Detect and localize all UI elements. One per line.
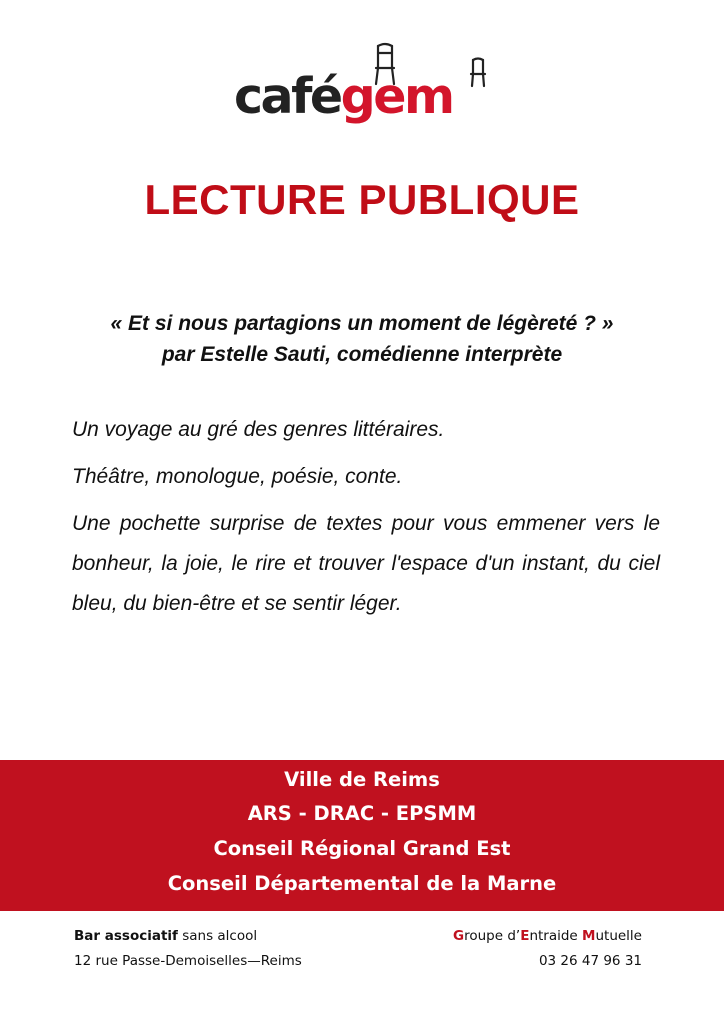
logo-cafe: café [234,68,341,125]
gem-letter-e: E [520,928,530,944]
footer-right [453,924,642,974]
description-paragraph-3: Une pochette surprise de textes pour vous emmener vers le bonheur, la joie, le rire et trouver l'espace d'un instant, du ciel bleu, du bien-être et se sentir léger. [72,512,660,615]
subtitle-performer: par Estelle Sauti, comédienne interprète [161,343,563,366]
partner-conseil-departemental: Conseil Départemental de la Marne [167,872,557,895]
footer-phone: 03 26 47 96 31 [538,953,642,969]
cafegem-logo [232,38,494,130]
page-title: LECTURE PUBLIQUE [144,176,580,223]
gem-word-ntraide: ntraide [529,928,583,944]
gem-word-roupe: roupe d’ [464,928,521,944]
footer-bar-bold: Bar associatif [74,928,178,944]
description-paragraph-1: Un voyage au gré des genres littéraires. [72,418,445,441]
subtitle-quote: « Et si nous partagions un moment de légèreté ? » [110,312,614,335]
gem-letter-g: G [453,928,465,944]
footer-left [74,924,302,974]
logo-gem: gem [340,68,453,125]
event-description [72,410,660,631]
footer-bar-rest: sans alcool [177,928,258,944]
logo-text [234,68,453,125]
gem-letter-m: M [582,928,596,944]
footer-bar-description [74,924,302,949]
partner-conseil-regional: Conseil Régional Grand Est [213,837,511,860]
footer-address: 12 rue Passe-Demoiselles—Reims [74,953,302,969]
event-subtitle [0,308,724,370]
description-paragraph-2: Théâtre, monologue, poésie, conte. [72,465,403,488]
partner-ars-drac-epsmm: ARS - DRAC - EPSMM [247,802,477,825]
footer-gem-name [453,924,642,949]
gem-word-utuelle: utuelle [595,928,642,944]
partners-band [0,760,724,911]
partner-ville-de-reims: Ville de Reims [284,768,440,791]
